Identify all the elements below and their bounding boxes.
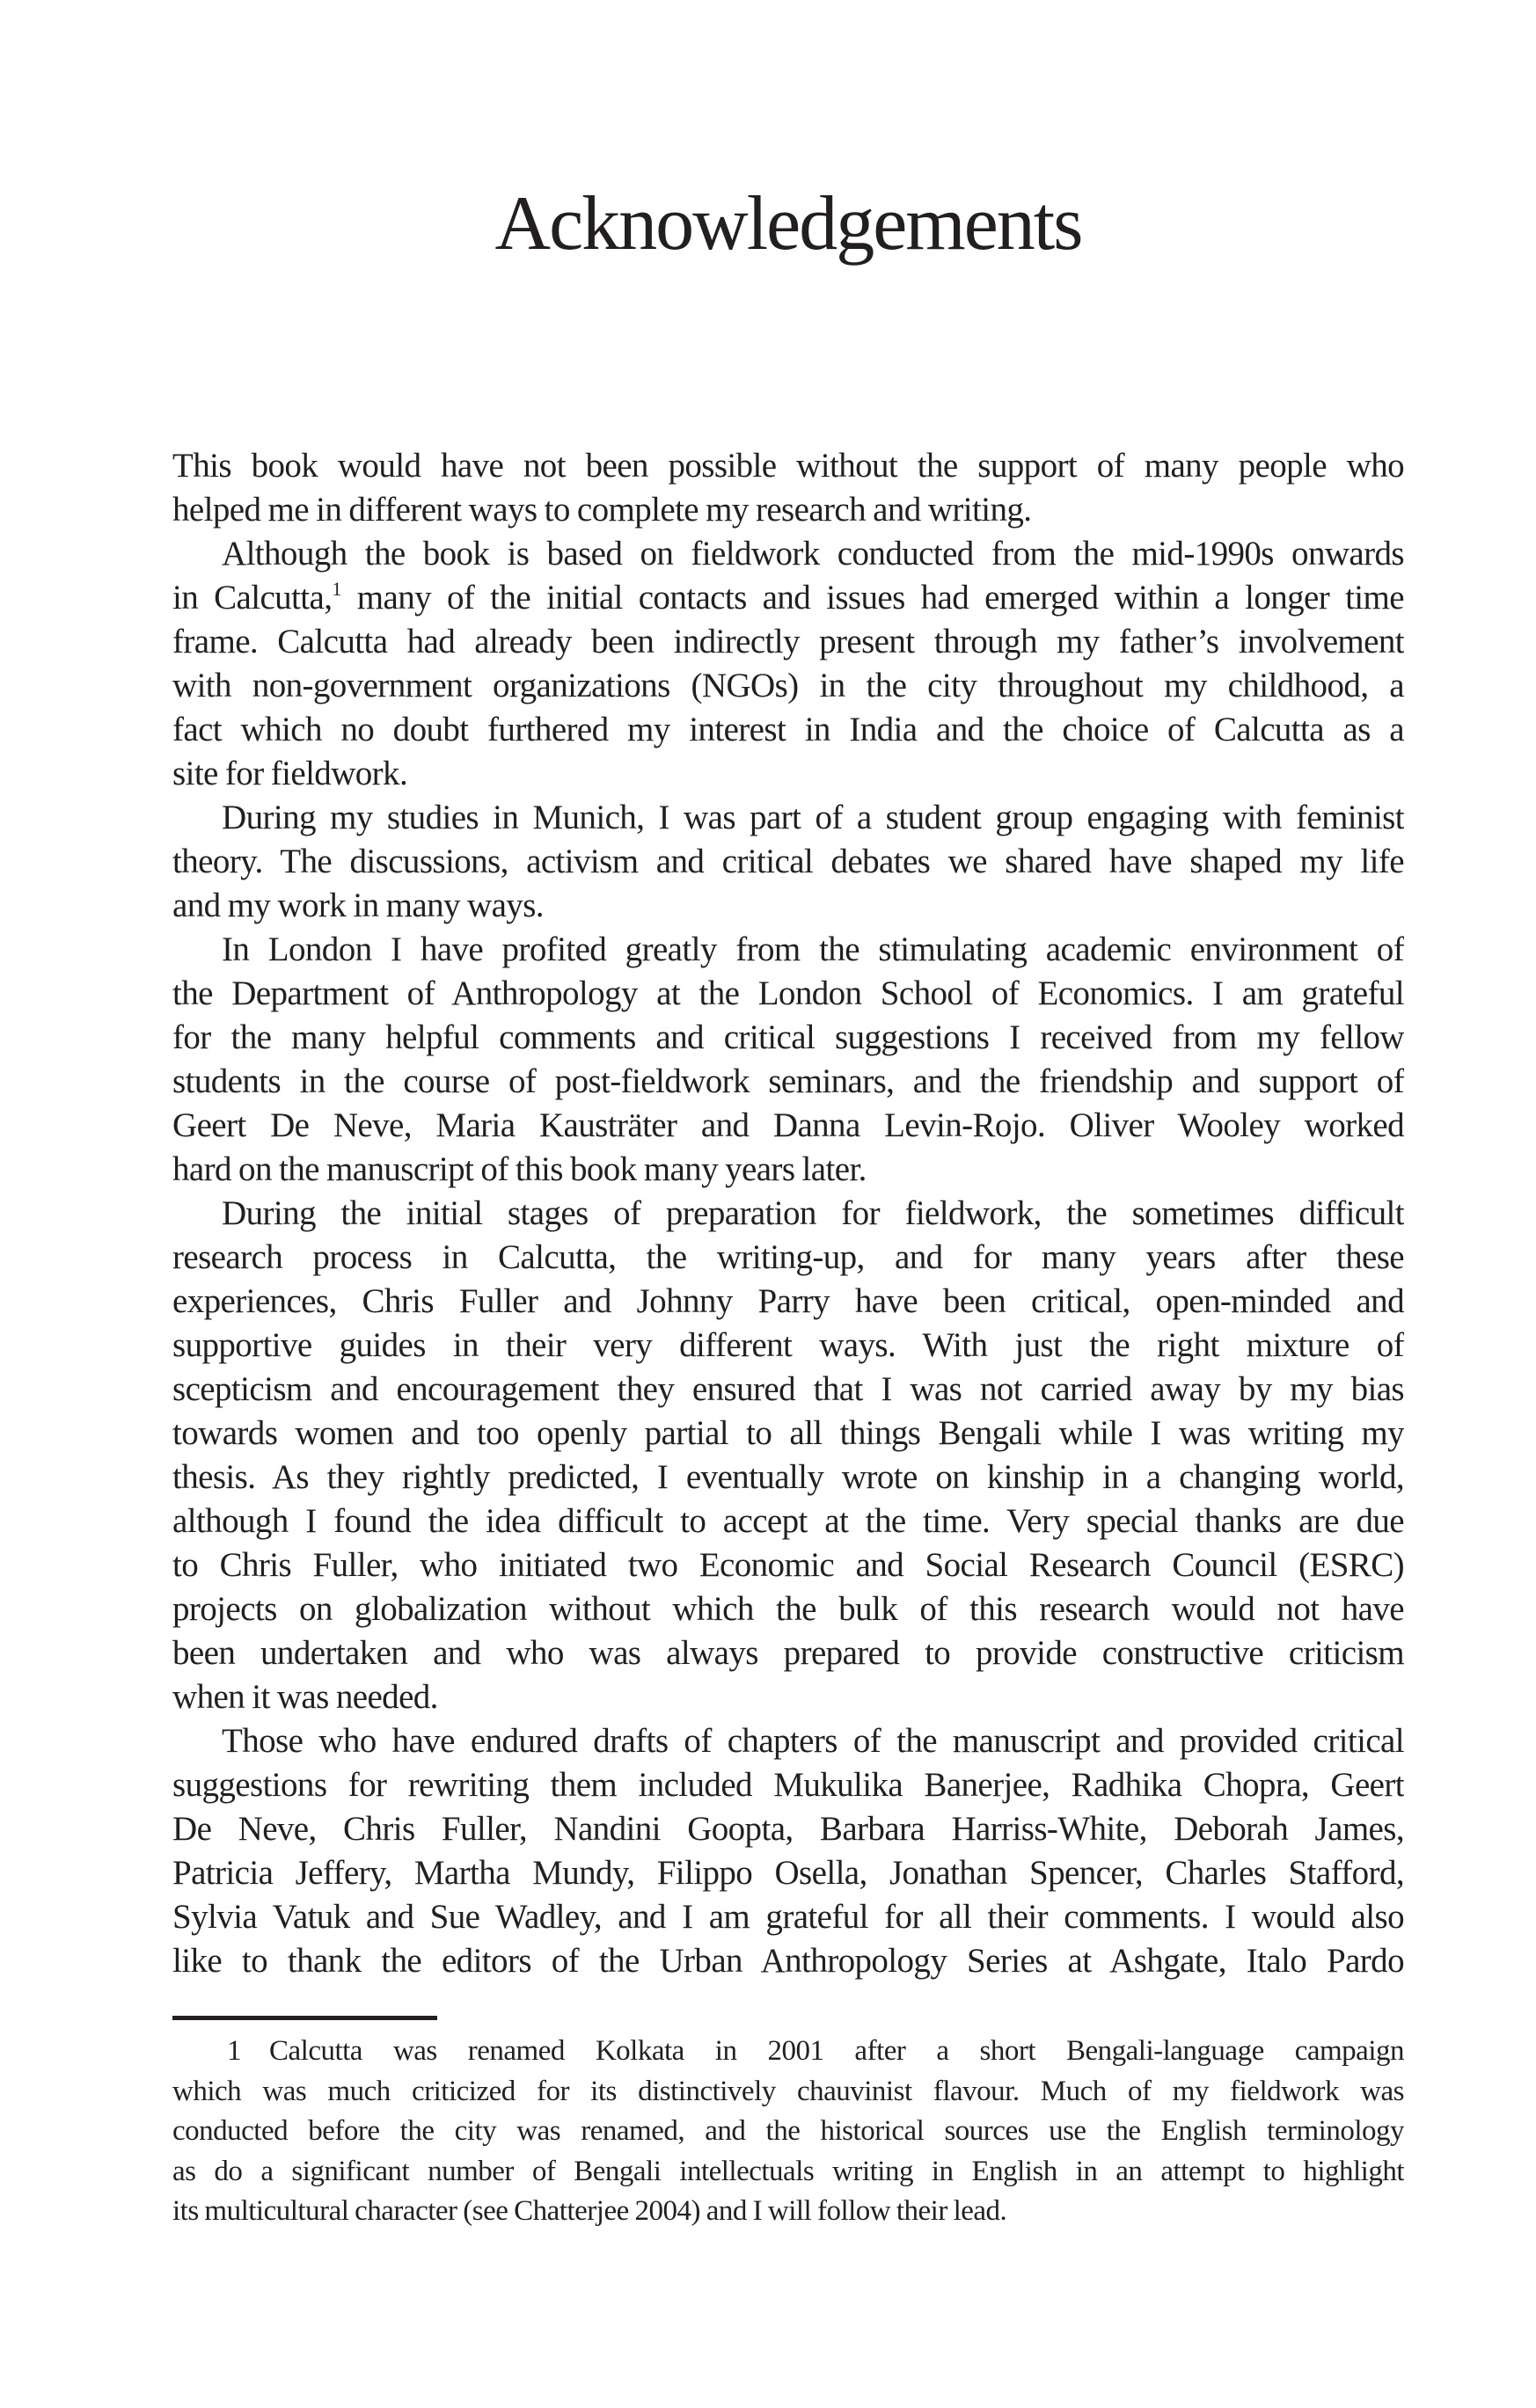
body-line-text: helped me in different ways to complete my research and writing. [172,491,1032,529]
body-line [172,1631,1404,1675]
body-line-text: with non-government organizations (NGOs) in the city throughout my childhood, a [172,667,1404,704]
body-line [172,884,1404,928]
body-line-text: Although the book is based on fieldwork conducted from the mid-1990s onwards [222,535,1404,573]
body-line [172,972,1404,1016]
body-line-text: many of the initial contacts and issues had emerged within a longer time [340,579,1404,617]
body-line [172,752,1404,796]
body-line [172,1807,1404,1851]
body-line-text: Those who have endured drafts of chapters of the manuscript and provided critical [222,1722,1404,1760]
body-line-text: towards women and too openly partial to all things Bengali while I was writing my [172,1414,1404,1452]
footnote-line [172,2032,1404,2072]
body-line-text: to Chris Fuller, who initiated two Economic and Social Research Council (ESRC) [172,1546,1404,1584]
body-line-text: In London I have profited greatly from the stimulating academic environment of [222,930,1404,968]
body-line [172,1500,1404,1543]
body-line-text: although I found the idea difficult to accept at the time. Very special thanks are due [172,1502,1404,1540]
body-line-text: Geert De Neve, Maria Kausträter and Danna Levin-Rojo. Oliver Wooley worked [172,1106,1404,1144]
footnote-text: conducted before the city was renamed, and the historical sources use the English terminology [172,2115,1404,2147]
body-line-text: students in the course of post-fieldwork seminars, and the friendship and support of [172,1062,1404,1100]
body-line-text: been undertaken and who was always prepared to provide constructive criticism [172,1634,1404,1672]
body-line [172,664,1404,708]
footnote-separator [172,2016,437,2020]
footnote-line [172,2152,1404,2193]
body-line-text: Patricia Jeffery, Martha Mundy, Filippo Osella, Jonathan Spencer, Charles Stafford, [172,1854,1404,1892]
body-line-text: hard on the manuscript of this book many years later. [172,1150,867,1188]
body-line [172,1016,1404,1060]
body-line [172,840,1404,884]
body-line [172,1060,1404,1104]
body-line-text: thesis. As they rightly predicted, I eventually wrote on kinship in a changing world, [172,1458,1404,1496]
body-line-text: frame. Calcutta had already been indirectly present through my father’s involvement [172,623,1404,660]
body-line [172,1543,1404,1587]
page-title: Acknowledgements [494,181,1082,266]
body-line [172,620,1404,664]
body-line [172,444,1404,488]
body-line [172,1763,1404,1807]
body-line [172,1412,1404,1456]
body-line-text: and my work in many ways. [172,887,544,924]
body-line-text: when it was needed. [172,1678,438,1716]
body-line [172,532,1404,576]
body-line-text: fact which no doubt furthered my interest in India and the choice of Calcutta as a [172,711,1404,748]
body-line [172,1368,1404,1412]
body-line-text: the Department of Anthropology at the London School of Economics. I am grateful [172,974,1404,1012]
body-line [172,928,1404,972]
body-line-text: De Neve, Chris Fuller, Nandini Goopta, Barbara Harriss-White, Deborah James, [172,1810,1404,1848]
footnote-number: 1 [227,2035,241,2067]
body-line-text: suggestions for rewriting them included Mukulika Banerjee, Radhika Chopra, Geert [172,1766,1404,1804]
body-line [172,1456,1404,1500]
body-line-text: projects on globalization without which the bulk of this research would not have [172,1590,1404,1628]
body-line-text: research process in Calcutta, the writing-up, and for many years after these [172,1238,1404,1276]
body-line [172,1236,1404,1280]
footnote-line [172,2072,1404,2112]
body-line-text: like to thank the editors of the Urban Anthropology Series at Ashgate, Italo Pardo [172,1942,1404,1980]
body-line [172,488,1404,532]
body-line [172,1280,1404,1324]
body-line-text: site for fieldwork. [172,755,408,792]
body-text [172,444,1404,1983]
footnote-text: as do a significant number of Bengali intellectuals writing in English in an attempt to highlight [172,2155,1404,2187]
body-line [172,796,1404,840]
footnotes [172,2032,1404,2232]
body-line-text: scepticism and encouragement they ensured that I was not carried away by my bias [172,1370,1404,1408]
footnote-text: which was much criticized for its distinctively chauvinist flavour. Much of my fieldwork was [172,2075,1404,2107]
body-line-text: supportive guides in their very different ways. With just the right mixture of [172,1326,1404,1364]
body-line [172,576,1404,620]
body-line [172,1587,1404,1631]
body-line-text: theory. The discussions, activism and critical debates we shared have shaped my life [172,843,1404,880]
footnote-reference[interactable]: 1 [332,578,341,600]
body-line [172,1719,1404,1763]
footnote-line [172,2112,1404,2152]
body-line [172,1851,1404,1895]
footnote-text: its multicultural character (see Chatterjee 2004) and I will follow their lead. [172,2195,1007,2227]
body-line [172,1324,1404,1368]
body-line-text: During my studies in Munich, I was part of a student group engaging with feminist [222,799,1404,836]
body-line [172,1895,1404,1939]
footnote-line [172,2192,1404,2232]
body-line-text: for the many helpful comments and critical suggestions I received from my fellow [172,1018,1404,1056]
body-line [172,1939,1404,1983]
body-line [172,1192,1404,1236]
body-line-text: Sylvia Vatuk and Sue Wadley, and I am grateful for all their comments. I would also [172,1898,1404,1936]
body-line [172,708,1404,752]
body-line [172,1104,1404,1148]
footnote-text: Calcutta was renamed Kolkata in 2001 after a short Bengali-language campaign [269,2035,1404,2067]
body-line-text: During the initial stages of preparation for fieldwork, the sometimes difficult [222,1194,1404,1232]
body-line-text: experiences, Chris Fuller and Johnny Parry have been critical, open-minded and [172,1282,1404,1320]
body-line [172,1675,1404,1719]
body-line-text: in Calcutta, [172,579,333,617]
body-line [172,1148,1404,1192]
body-line-text: This book would have not been possible without the support of many people who [172,447,1404,485]
